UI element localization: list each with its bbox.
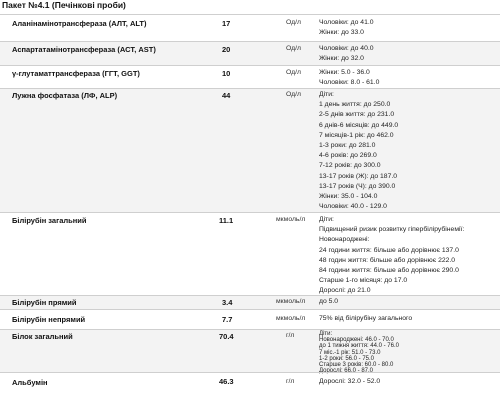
reference-line: Старше 3 років: 60.0 - 80.0 <box>319 362 394 369</box>
reference-line: 84 години життя: більше або дорівнює 290.0 <box>319 267 459 275</box>
reference-line: 7 місяців-1 рік: до 462.0 <box>319 131 394 139</box>
test-unit: Од/л <box>286 91 301 98</box>
reference-line: 1 день життя: до 250.0 <box>319 101 391 109</box>
reference-line: 6 днів-6 місяців: до 449.0 <box>319 121 399 129</box>
test-value: 17 <box>222 19 231 28</box>
reference-range <box>319 331 399 374</box>
test-unit: г/л <box>286 378 295 385</box>
reference-line: Дорослі: до 21.0 <box>319 287 371 295</box>
result-row-bilirubin-indirect <box>0 309 500 330</box>
result-row-albumin <box>0 372 500 418</box>
reference-line: Жінки: до 32.0 <box>319 55 364 63</box>
result-row-bilirubin-total <box>0 212 500 296</box>
reference-line: Жінки: 5.0 - 36.0 <box>319 69 370 76</box>
reference-line: Підвищений ризик розвитку гіпербілірубінемії: <box>319 226 465 234</box>
reference-line: Чоловіки: 40.0 - 129.0 <box>319 203 387 211</box>
reference-line: 13-17 років (Ч): до 390.0 <box>319 182 396 190</box>
test-value: 70.4 <box>219 332 234 341</box>
page-title: Пакет №4.1 (Печінкові проби) <box>2 0 126 10</box>
test-unit: Од/л <box>286 19 301 26</box>
reference-line: 2-5 днів життя: до 231.0 <box>319 111 395 119</box>
reference-line: до 5.0 <box>319 298 339 305</box>
reference-line: 48 годин життя: більше або дорівнює 222.0 <box>319 256 456 264</box>
test-name: Білірубін прямий <box>12 298 77 307</box>
reference-line: 7-12 років: до 300.0 <box>319 162 381 170</box>
test-name: γ-глутаматтрансфераза (ГГТ, GGT) <box>12 69 140 78</box>
result-row-bilirubin-direct <box>0 295 500 310</box>
result-row-protein-total <box>0 329 500 373</box>
test-value: 44 <box>222 91 231 100</box>
reference-line: 1-3 роки: до 281.0 <box>319 142 376 150</box>
reference-line: 1-2 роки: 56.0 - 75.0 <box>319 355 375 362</box>
reference-line: Старше 1-го місяця: до 17.0 <box>319 277 408 285</box>
test-name: Білірубін непрямий <box>12 315 86 324</box>
test-value: 46.3 <box>219 377 234 386</box>
test-value: 11.1 <box>219 216 234 225</box>
test-value: 7.7 <box>222 315 233 324</box>
reference-line: Дорослі: 66.0 - 87.0 <box>319 368 373 375</box>
reference-line: Діти: <box>319 331 333 337</box>
reference-line: Чоловіки: до 41.0 <box>319 19 374 26</box>
test-unit: мкмоль/л <box>276 298 306 305</box>
reference-line: Жінки: до 33.0 <box>319 29 364 37</box>
result-row-alp <box>0 88 500 213</box>
reference-line: 24 години життя: більше або дорівнює 137.0 <box>319 246 459 254</box>
reference-line: Новонароджені: <box>319 236 370 244</box>
test-unit: Од/л <box>286 45 301 52</box>
reference-line: Діти: <box>319 91 334 98</box>
reference-range <box>319 44 374 64</box>
test-unit: мкмоль/л <box>276 216 306 223</box>
result-row-alt <box>0 14 500 42</box>
result-row-ggt <box>0 65 500 89</box>
reference-range <box>319 68 379 88</box>
reference-line: Жінки: 35.0 - 104.0 <box>319 193 378 201</box>
reference-line: до 1 тижня життя: 44.0 - 76.0 <box>319 343 399 350</box>
reference-range <box>319 297 338 307</box>
reference-line: Діти: <box>319 216 334 223</box>
reference-line: 75% від білірубіну загального <box>319 315 413 322</box>
test-name: Лужна фосфатаза (ЛФ, ALP) <box>12 91 118 100</box>
reference-line: 13-17 років (Ж): до 187.0 <box>319 172 398 180</box>
reference-line: Чоловіки: 8.0 - 61.0 <box>319 79 380 87</box>
reference-range <box>319 215 464 297</box>
test-name: Білірубін загальний <box>12 216 87 225</box>
reference-range <box>319 18 374 38</box>
reference-range <box>319 314 412 324</box>
test-unit: мкмоль/л <box>276 315 306 322</box>
test-name: Аспартатамінотрансфераза (АСТ, AST) <box>12 45 156 54</box>
reference-line: Чоловіки: до 40.0 <box>319 45 374 52</box>
reference-range <box>319 90 398 212</box>
test-name: Білок загальний <box>12 332 73 341</box>
test-name: Альбумін <box>12 378 48 387</box>
reference-line: Дорослі: 32.0 - 52.0 <box>319 378 381 385</box>
test-value: 10 <box>222 69 231 78</box>
test-unit: Од/л <box>286 69 301 76</box>
test-unit: г/л <box>286 332 295 339</box>
test-value: 20 <box>222 45 231 54</box>
reference-line: 4-6 років: до 269.0 <box>319 152 377 160</box>
reference-line: 7 міс.-1 рік: 51.0 - 73.0 <box>319 349 381 356</box>
reference-range <box>319 377 380 387</box>
result-row-ast <box>0 41 500 66</box>
reference-line: Новонароджені: 46.0 - 70.0 <box>319 337 394 344</box>
test-value: 3.4 <box>222 298 233 307</box>
test-name: Аланінамінотрансфераза (АЛТ, ALT) <box>12 19 147 28</box>
